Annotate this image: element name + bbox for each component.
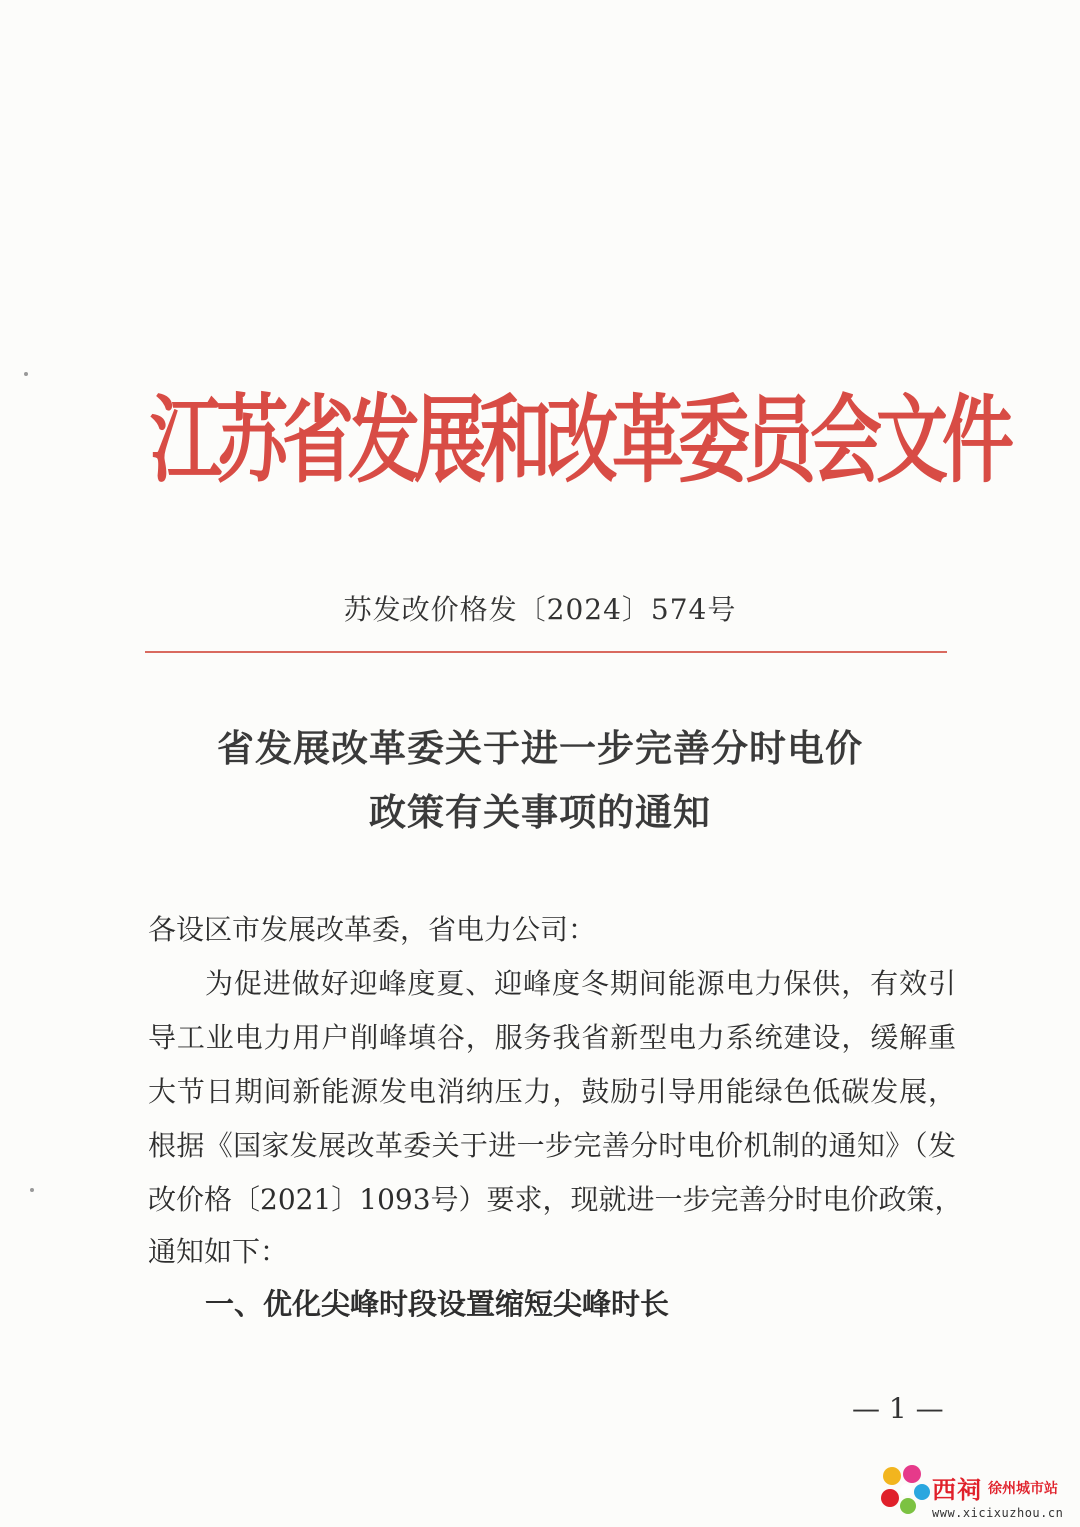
logo-brand-name: 西祠	[932, 1476, 982, 1504]
body-paragraph-line: 根据《国家发展改革委关于进一步完善分时电价机制的通知》（发	[148, 1129, 956, 1162]
logo-url: www.xicixuzhou.cn	[932, 1506, 1064, 1520]
body-paragraph-line: 为促进做好迎峰度夏、迎峰度冬期间能源电力保供，有效引	[205, 967, 956, 1000]
body-paragraph-line: 导工业电力用户削峰填谷，服务我省新型电力系统建设，缓解重	[148, 1021, 956, 1054]
document-title-line-2: 政策有关事项的通知	[369, 791, 711, 834]
scan-speck	[24, 372, 28, 376]
pinwheel-logo-icon	[878, 1462, 934, 1518]
scan-speck	[30, 1188, 34, 1192]
issuing-authority-masthead: 江苏省发展和改革委员会文件	[150, 384, 1009, 496]
document-title-line-1: 省发展改革委关于进一步完善分时电价	[217, 727, 863, 770]
body-paragraph-line: 通知如下：	[148, 1235, 289, 1268]
section-heading-one: 一、优化尖峰时段设置缩短尖峰时长	[205, 1287, 670, 1321]
body-paragraph-line: 改价格〔2021〕1093号）要求，现就进一步完善分时电价政策，	[148, 1183, 963, 1216]
logo-station-name: 徐州城市站	[988, 1481, 1058, 1497]
page-number: — 1 —	[852, 1392, 944, 1425]
red-separator-line	[145, 651, 947, 653]
addressee-line: 各设区市发展改革委，省电力公司：	[148, 913, 597, 946]
body-paragraph-line: 大节日期间新能源发电消纳压力，鼓励引导用能绿色低碳发展，	[148, 1075, 956, 1108]
site-watermark-logo	[878, 1462, 1078, 1526]
document-number: 苏发改价格发〔2024〕574号	[343, 593, 737, 626]
